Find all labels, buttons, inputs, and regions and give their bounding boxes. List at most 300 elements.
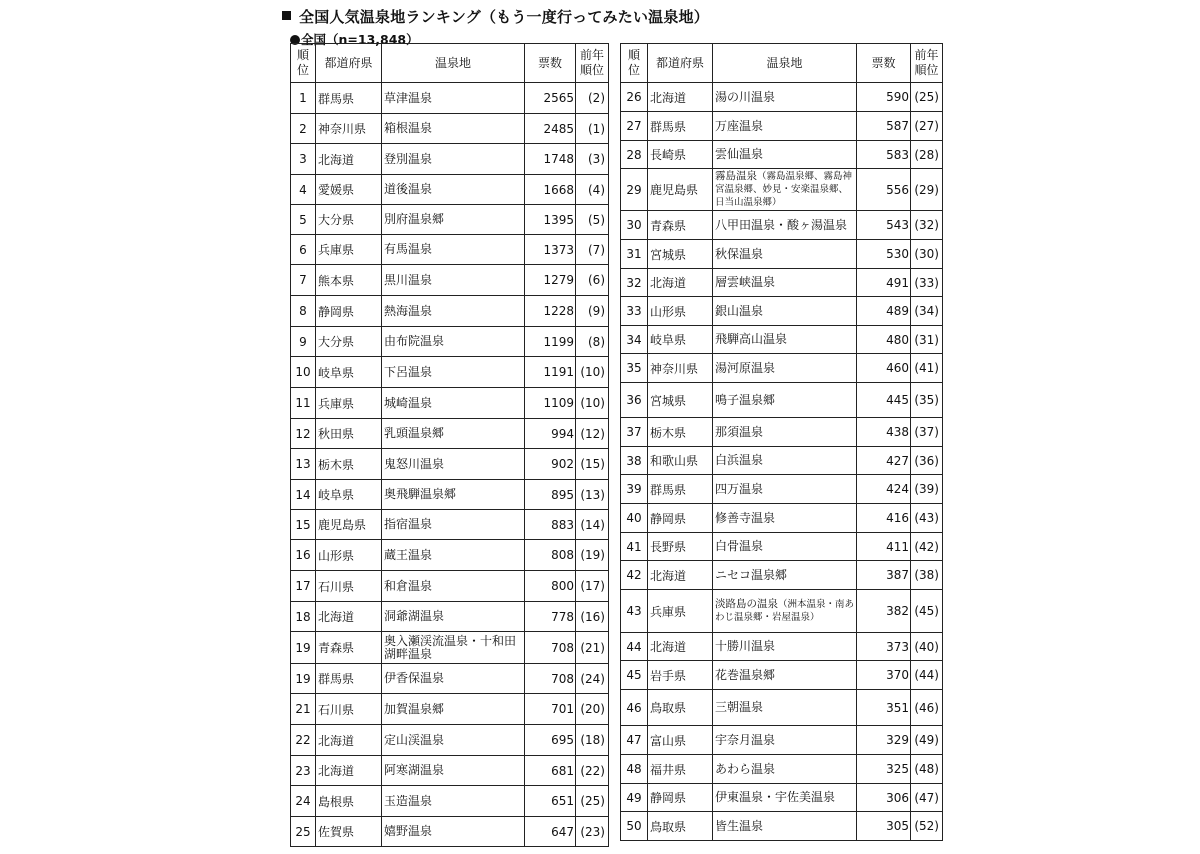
- table-row: [621, 383, 943, 418]
- onsen-cell: 那須温泉: [713, 418, 857, 447]
- table-row: [621, 561, 943, 590]
- votes-cell: 647: [525, 817, 576, 847]
- header-votes: 票数: [525, 44, 576, 83]
- table-row: [291, 725, 609, 756]
- prev-rank-cell: (25): [576, 786, 609, 817]
- prefecture-cell: 岐阜県: [648, 326, 713, 354]
- onsen-cell: 箱根温泉: [382, 114, 525, 144]
- table-row: [621, 297, 943, 326]
- prev-rank-cell: (48): [911, 755, 943, 784]
- table-row: [621, 141, 943, 169]
- prev-rank-cell: (25): [911, 83, 943, 112]
- votes-cell: 800: [525, 571, 576, 602]
- prev-rank-cell: (10): [576, 357, 609, 388]
- rank-cell: 19: [291, 664, 316, 694]
- header-prev-rank: 前年順位: [911, 44, 943, 83]
- onsen-cell: 湯河原温泉: [713, 354, 857, 383]
- prev-rank-cell: (47): [911, 784, 943, 812]
- onsen-cell: [713, 169, 857, 211]
- prefecture-cell: 山形県: [648, 297, 713, 326]
- table-row: [621, 475, 943, 504]
- onsen-cell: 花巻温泉郷: [713, 661, 857, 690]
- prev-rank-cell: (9): [576, 296, 609, 327]
- votes-cell: 1668: [525, 175, 576, 205]
- prev-rank-cell: (3): [576, 144, 609, 175]
- votes-cell: 681: [525, 756, 576, 786]
- votes-cell: 895: [525, 480, 576, 510]
- rank-cell: 2: [291, 114, 316, 144]
- prefecture-cell: 島根県: [316, 786, 382, 817]
- rank-cell: 1: [291, 83, 316, 114]
- prefecture-cell: 鹿児島県: [648, 169, 713, 211]
- table-row: [621, 784, 943, 812]
- table-row: [621, 504, 943, 533]
- prev-rank-cell: (7): [576, 235, 609, 265]
- votes-cell: 329: [857, 726, 911, 755]
- table-row: [621, 326, 943, 354]
- onsen-cell: 鬼怒川温泉: [382, 449, 525, 480]
- prev-rank-cell: (44): [911, 661, 943, 690]
- onsen-cell: 草津温泉: [382, 83, 525, 114]
- ranking-table-right: [620, 43, 943, 841]
- prefecture-cell: 兵庫県: [648, 590, 713, 633]
- prev-rank-cell: (49): [911, 726, 943, 755]
- onsen-cell: 蔵王温泉: [382, 540, 525, 571]
- onsen-cell: 和倉温泉: [382, 571, 525, 602]
- rank-cell: 35: [621, 354, 648, 383]
- votes-cell: 373: [857, 633, 911, 661]
- onsen-cell: 黒川温泉: [382, 265, 525, 296]
- onsen-cell: 登別温泉: [382, 144, 525, 175]
- votes-cell: 387: [857, 561, 911, 590]
- prefecture-cell: 群馬県: [316, 83, 382, 114]
- prefecture-cell: 北海道: [648, 561, 713, 590]
- prefecture-cell: 神奈川県: [316, 114, 382, 144]
- table-row: [291, 419, 609, 449]
- prev-rank-cell: (40): [911, 633, 943, 661]
- table-row: [291, 664, 609, 694]
- onsen-cell: 修善寺温泉: [713, 504, 857, 533]
- votes-cell: 808: [525, 540, 576, 571]
- rank-cell: 26: [621, 83, 648, 112]
- onsen-cell: 定山渓温泉: [382, 725, 525, 756]
- prefecture-cell: 宮城県: [648, 240, 713, 269]
- prefecture-cell: 岩手県: [648, 661, 713, 690]
- rank-cell: 21: [291, 694, 316, 725]
- prev-rank-cell: (35): [911, 383, 943, 418]
- table-row: [621, 169, 943, 211]
- table-row: [291, 144, 609, 175]
- prefecture-cell: 福井県: [648, 755, 713, 784]
- onsen-cell: 玉造温泉: [382, 786, 525, 817]
- prev-rank-cell: (30): [911, 240, 943, 269]
- votes-cell: 994: [525, 419, 576, 449]
- prefecture-cell: 青森県: [316, 632, 382, 664]
- table-row: [621, 269, 943, 297]
- prev-rank-cell: (43): [911, 504, 943, 533]
- votes-cell: 480: [857, 326, 911, 354]
- rank-cell: 43: [621, 590, 648, 633]
- prefecture-cell: 静岡県: [316, 296, 382, 327]
- rank-cell: 22: [291, 725, 316, 756]
- rank-cell: 8: [291, 296, 316, 327]
- rank-cell: 36: [621, 383, 648, 418]
- votes-cell: 708: [525, 632, 576, 664]
- votes-cell: 411: [857, 533, 911, 561]
- votes-cell: 556: [857, 169, 911, 211]
- table-row: [621, 418, 943, 447]
- onsen-cell: 八甲田温泉・酸ヶ湯温泉: [713, 211, 857, 240]
- votes-cell: 351: [857, 690, 911, 726]
- rank-cell: 46: [621, 690, 648, 726]
- onsen-cell: 湯の川温泉: [713, 83, 857, 112]
- votes-cell: 424: [857, 475, 911, 504]
- votes-cell: 382: [857, 590, 911, 633]
- votes-cell: 708: [525, 664, 576, 694]
- table-header-row: [291, 44, 609, 83]
- onsen-cell: 由布院温泉: [382, 327, 525, 357]
- votes-cell: 651: [525, 786, 576, 817]
- votes-cell: 427: [857, 447, 911, 475]
- votes-cell: 1191: [525, 357, 576, 388]
- prev-rank-cell: (37): [911, 418, 943, 447]
- header-prev-rank: 前年順位: [576, 44, 609, 83]
- rank-cell: 25: [291, 817, 316, 847]
- prev-rank-cell: (31): [911, 326, 943, 354]
- votes-cell: 583: [857, 141, 911, 169]
- prefecture-cell: 山形県: [316, 540, 382, 571]
- onsen-cell: 皆生温泉: [713, 812, 857, 841]
- page-title-text: 全国人気温泉地ランキング（もう一度行ってみたい温泉地）: [299, 8, 709, 26]
- table-row: [291, 114, 609, 144]
- prev-rank-cell: (46): [911, 690, 943, 726]
- header-prefecture: 都道府県: [648, 44, 713, 83]
- table-row: [621, 447, 943, 475]
- prev-rank-cell: (21): [576, 632, 609, 664]
- rank-cell: 17: [291, 571, 316, 602]
- prefecture-cell: 鳥取県: [648, 812, 713, 841]
- table-row: [621, 812, 943, 841]
- table-row: [291, 175, 609, 205]
- prefecture-cell: 岐阜県: [316, 357, 382, 388]
- prefecture-cell: 愛媛県: [316, 175, 382, 205]
- rank-cell: 45: [621, 661, 648, 690]
- table-row: [291, 327, 609, 357]
- prefecture-cell: 大分県: [316, 327, 382, 357]
- table-row: [621, 755, 943, 784]
- votes-cell: 1279: [525, 265, 576, 296]
- onsen-cell: 四万温泉: [713, 475, 857, 504]
- votes-cell: 305: [857, 812, 911, 841]
- prefecture-cell: 長崎県: [648, 141, 713, 169]
- prefecture-cell: 栃木県: [648, 418, 713, 447]
- subtitle-text: 全国（n=13,848）: [301, 32, 419, 47]
- prefecture-cell: 和歌山県: [648, 447, 713, 475]
- prev-rank-cell: (41): [911, 354, 943, 383]
- onsen-cell: 道後温泉: [382, 175, 525, 205]
- onsen-cell: 白骨温泉: [713, 533, 857, 561]
- onsen-cell: 奥入瀬渓流温泉・十和田湖畔温泉: [382, 632, 525, 664]
- onsen-cell: 鳴子温泉郷: [713, 383, 857, 418]
- prev-rank-cell: (10): [576, 388, 609, 419]
- prev-rank-cell: (13): [576, 480, 609, 510]
- table-row: [291, 388, 609, 419]
- prefecture-cell: 兵庫県: [316, 388, 382, 419]
- votes-cell: 1228: [525, 296, 576, 327]
- table-row: [621, 633, 943, 661]
- prefecture-cell: 石川県: [316, 694, 382, 725]
- rank-cell: 28: [621, 141, 648, 169]
- prefecture-cell: 神奈川県: [648, 354, 713, 383]
- rank-cell: 13: [291, 449, 316, 480]
- votes-cell: 1109: [525, 388, 576, 419]
- table-row: [291, 357, 609, 388]
- votes-cell: 530: [857, 240, 911, 269]
- rank-cell: 24: [291, 786, 316, 817]
- onsen-cell: [713, 590, 857, 633]
- votes-cell: 543: [857, 211, 911, 240]
- prefecture-cell: 富山県: [648, 726, 713, 755]
- rank-cell: 33: [621, 297, 648, 326]
- rank-cell: 12: [291, 419, 316, 449]
- rank-cell: 34: [621, 326, 648, 354]
- onsen-cell: 白浜温泉: [713, 447, 857, 475]
- prefecture-cell: 北海道: [316, 756, 382, 786]
- table-row: [291, 632, 609, 664]
- table-row: [291, 235, 609, 265]
- rank-cell: 38: [621, 447, 648, 475]
- ranking-table-left: [290, 43, 609, 847]
- prefecture-cell: 静岡県: [648, 784, 713, 812]
- rank-cell: 49: [621, 784, 648, 812]
- prefecture-cell: 熊本県: [316, 265, 382, 296]
- prev-rank-cell: (8): [576, 327, 609, 357]
- rank-cell: 27: [621, 112, 648, 141]
- prev-rank-cell: (36): [911, 447, 943, 475]
- onsen-cell: 層雲峡温泉: [713, 269, 857, 297]
- votes-cell: 489: [857, 297, 911, 326]
- header-rank: 順位: [621, 44, 648, 83]
- prefecture-cell: 北海道: [316, 144, 382, 175]
- table-row: [621, 726, 943, 755]
- prev-rank-cell: (29): [911, 169, 943, 211]
- table-row: [621, 240, 943, 269]
- onsen-cell: 秋保温泉: [713, 240, 857, 269]
- onsen-cell: 別府温泉郷: [382, 205, 525, 235]
- votes-cell: 306: [857, 784, 911, 812]
- onsen-cell: 飛騨高山温泉: [713, 326, 857, 354]
- rank-cell: 11: [291, 388, 316, 419]
- onsen-cell: 三朝温泉: [713, 690, 857, 726]
- prev-rank-cell: (38): [911, 561, 943, 590]
- onsen-cell: 有馬温泉: [382, 235, 525, 265]
- votes-cell: 778: [525, 602, 576, 632]
- table-row: [291, 296, 609, 327]
- votes-cell: 460: [857, 354, 911, 383]
- prev-rank-cell: (22): [576, 756, 609, 786]
- rank-cell: 44: [621, 633, 648, 661]
- votes-cell: 701: [525, 694, 576, 725]
- rank-cell: 31: [621, 240, 648, 269]
- rank-cell: 48: [621, 755, 648, 784]
- rank-cell: 10: [291, 357, 316, 388]
- prev-rank-cell: (16): [576, 602, 609, 632]
- onsen-cell: 宇奈月温泉: [713, 726, 857, 755]
- prev-rank-cell: (33): [911, 269, 943, 297]
- prev-rank-cell: (34): [911, 297, 943, 326]
- onsen-cell: 万座温泉: [713, 112, 857, 141]
- table-row: [291, 571, 609, 602]
- rank-cell: 50: [621, 812, 648, 841]
- table-row: [291, 817, 609, 847]
- prefecture-cell: 鳥取県: [648, 690, 713, 726]
- prefecture-cell: 群馬県: [316, 664, 382, 694]
- prev-rank-cell: (27): [911, 112, 943, 141]
- onsen-cell: 奥飛騨温泉郷: [382, 480, 525, 510]
- prev-rank-cell: (23): [576, 817, 609, 847]
- rank-cell: 6: [291, 235, 316, 265]
- votes-cell: 445: [857, 383, 911, 418]
- table-row: [291, 83, 609, 114]
- prev-rank-cell: (18): [576, 725, 609, 756]
- onsen-cell: 伊香保温泉: [382, 664, 525, 694]
- prev-rank-cell: (28): [911, 141, 943, 169]
- rank-cell: 4: [291, 175, 316, 205]
- prev-rank-cell: (1): [576, 114, 609, 144]
- rank-cell: 29: [621, 169, 648, 211]
- header-onsen: 温泉地: [713, 44, 857, 83]
- prefecture-cell: 北海道: [316, 602, 382, 632]
- prefecture-cell: 鹿児島県: [316, 510, 382, 540]
- prefecture-cell: 岐阜県: [316, 480, 382, 510]
- prefecture-cell: 北海道: [648, 269, 713, 297]
- rank-cell: 19: [291, 632, 316, 664]
- votes-cell: 438: [857, 418, 911, 447]
- rank-cell: 9: [291, 327, 316, 357]
- votes-cell: 2565: [525, 83, 576, 114]
- rank-cell: 30: [621, 211, 648, 240]
- onsen-cell: 銀山温泉: [713, 297, 857, 326]
- onsen-name: 淡路島の温泉: [715, 598, 778, 610]
- prefecture-cell: 石川県: [316, 571, 382, 602]
- onsen-cell: 十勝川温泉: [713, 633, 857, 661]
- table-row: [621, 112, 943, 141]
- rank-cell: 15: [291, 510, 316, 540]
- prev-rank-cell: (24): [576, 664, 609, 694]
- votes-cell: 1199: [525, 327, 576, 357]
- onsen-cell: 雲仙温泉: [713, 141, 857, 169]
- votes-cell: 1395: [525, 205, 576, 235]
- rank-cell: 32: [621, 269, 648, 297]
- prev-rank-cell: (5): [576, 205, 609, 235]
- rank-cell: 41: [621, 533, 648, 561]
- table-row: [291, 602, 609, 632]
- prefecture-cell: 秋田県: [316, 419, 382, 449]
- prev-rank-cell: (2): [576, 83, 609, 114]
- rank-cell: 16: [291, 540, 316, 571]
- table-row: [621, 690, 943, 726]
- table-row: [291, 540, 609, 571]
- header-votes: 票数: [857, 44, 911, 83]
- onsen-cell: 伊東温泉・宇佐美温泉: [713, 784, 857, 812]
- onsen-cell: 熱海温泉: [382, 296, 525, 327]
- rank-cell: 39: [621, 475, 648, 504]
- table-row: [291, 510, 609, 540]
- table-row: [291, 786, 609, 817]
- prefecture-cell: 大分県: [316, 205, 382, 235]
- table-row: [291, 480, 609, 510]
- votes-cell: 416: [857, 504, 911, 533]
- square-bullet-icon: [282, 11, 291, 20]
- votes-cell: 902: [525, 449, 576, 480]
- table-header-row: [621, 44, 943, 83]
- table-row: [621, 354, 943, 383]
- prev-rank-cell: (32): [911, 211, 943, 240]
- votes-cell: 325: [857, 755, 911, 784]
- page-title: [282, 6, 709, 27]
- votes-cell: 491: [857, 269, 911, 297]
- votes-cell: 883: [525, 510, 576, 540]
- onsen-cell: 城崎温泉: [382, 388, 525, 419]
- prefecture-cell: 静岡県: [648, 504, 713, 533]
- prev-rank-cell: (14): [576, 510, 609, 540]
- onsen-cell: 嬉野温泉: [382, 817, 525, 847]
- prefecture-cell: 北海道: [316, 725, 382, 756]
- onsen-cell: 阿寒湖温泉: [382, 756, 525, 786]
- prefecture-cell: 群馬県: [648, 475, 713, 504]
- table-row: [621, 590, 943, 633]
- votes-cell: 695: [525, 725, 576, 756]
- header-prefecture: 都道府県: [316, 44, 382, 83]
- prefecture-cell: 長野県: [648, 533, 713, 561]
- votes-cell: 370: [857, 661, 911, 690]
- table-row: [621, 661, 943, 690]
- rank-cell: 18: [291, 602, 316, 632]
- prev-rank-cell: (6): [576, 265, 609, 296]
- table-row: [621, 533, 943, 561]
- rank-cell: 14: [291, 480, 316, 510]
- prev-rank-cell: (19): [576, 540, 609, 571]
- rank-cell: 47: [621, 726, 648, 755]
- table-row: [291, 756, 609, 786]
- prefecture-cell: 佐賀県: [316, 817, 382, 847]
- prev-rank-cell: (17): [576, 571, 609, 602]
- onsen-note: （洲本温泉・南あわじ温泉郷・岩屋温泉）: [715, 599, 855, 623]
- rank-cell: 42: [621, 561, 648, 590]
- rank-cell: 3: [291, 144, 316, 175]
- table-row: [291, 449, 609, 480]
- rank-cell: 5: [291, 205, 316, 235]
- header-onsen: 温泉地: [382, 44, 525, 83]
- prefecture-cell: 北海道: [648, 83, 713, 112]
- votes-cell: 590: [857, 83, 911, 112]
- prefecture-cell: 栃木県: [316, 449, 382, 480]
- prev-rank-cell: (20): [576, 694, 609, 725]
- prefecture-cell: 北海道: [648, 633, 713, 661]
- rank-cell: 23: [291, 756, 316, 786]
- table-row: [621, 211, 943, 240]
- table-row: [291, 265, 609, 296]
- prev-rank-cell: (39): [911, 475, 943, 504]
- prev-rank-cell: (12): [576, 419, 609, 449]
- onsen-cell: 乳頭温泉郷: [382, 419, 525, 449]
- prev-rank-cell: (15): [576, 449, 609, 480]
- onsen-cell: 下呂温泉: [382, 357, 525, 388]
- prefecture-cell: 宮城県: [648, 383, 713, 418]
- prev-rank-cell: (42): [911, 533, 943, 561]
- prefecture-cell: 群馬県: [648, 112, 713, 141]
- onsen-cell: あわら温泉: [713, 755, 857, 784]
